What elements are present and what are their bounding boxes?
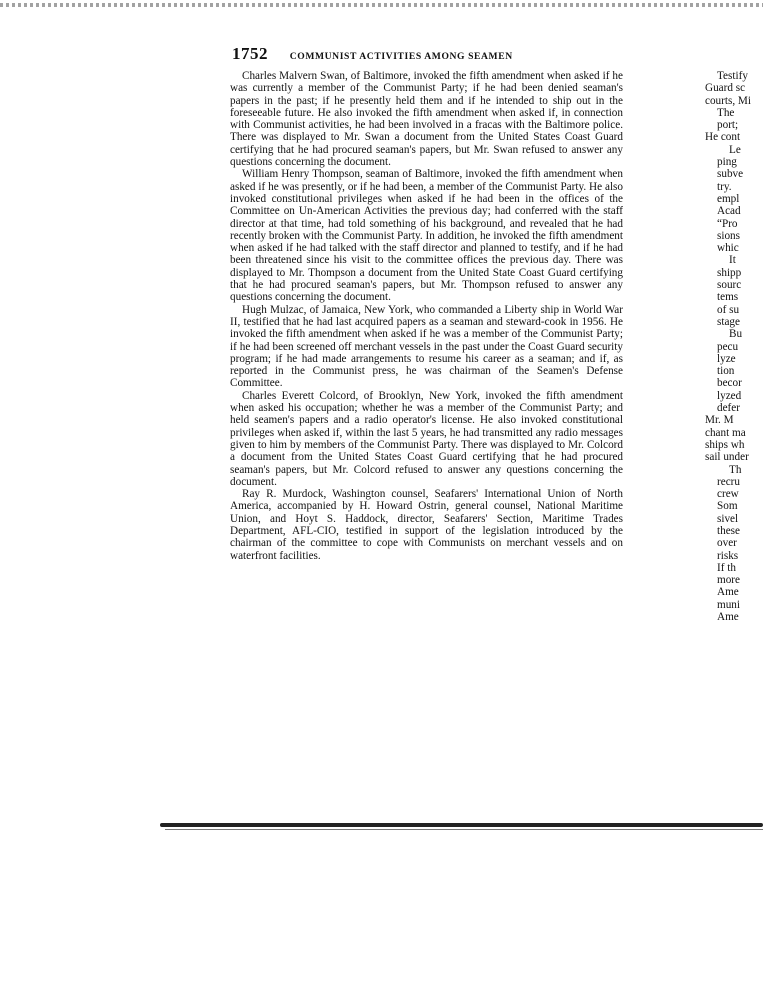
right-column-line: shipp [717,266,742,279]
right-column-line: risks [717,549,739,562]
right-column-line: becor [717,377,742,390]
right-column-line: Acad [717,205,741,218]
right-column-line: muni [717,598,740,611]
right-column-line: Th [729,463,742,476]
right-column-line: empl [717,192,740,205]
top-page-edge-rule [0,3,763,7]
page-header [232,44,513,64]
right-column-line: sourc [717,279,742,292]
right-column-line: subve [717,168,744,181]
right-column-line: courts, Mi [705,94,751,107]
bottom-page-edge-rule-thin [165,829,763,830]
paragraph-colcord: Charles Everett Colcord, of Brooklyn, New York, invoked the fifth amendment when asked his occupation; whether he was a member of the Communist Party; and held seamen's papers and a radio operator's license. He also invoked constitutional privileges when asked if, within the last 5 years, he had transmitted any radio messages given to him by members of the Communist Party. There was displayed to Mr. Colcord a document from the United States Coast Guard certifying that he had procured seaman's papers, but Mr. Colcord refused to answer any questions concerning the document. [230,389,623,488]
right-column-line: sivel [717,512,739,525]
right-column-line: over [717,537,737,550]
right-column-line: sions [717,229,741,242]
right-column-line: sail under [705,451,749,464]
right-column-line: Bu [729,328,743,341]
right-column-line: port; [717,119,739,132]
right-column-line: whic [717,242,739,255]
right-column-line: tion [717,365,735,378]
right-column-line: ping [717,156,737,169]
right-column-line: Mr. M [705,414,734,427]
right-column-line: stage [717,315,740,328]
right-column-line: lyze [717,352,736,365]
right-column-line: pecu [717,340,739,353]
right-column-line: try. [717,180,732,193]
right-column-line: Testify [717,70,748,82]
right-column-line: of su [717,303,740,316]
right-column-line: Ame [717,586,739,599]
right-column-line: Le [729,143,741,156]
running-title: COMMUNIST ACTIVITIES AMONG SEAMEN [289,51,513,62]
right-column-line: crew [717,488,739,501]
right-column-line: “Pro [717,217,738,230]
bottom-page-edge-rule [160,823,763,827]
right-column-line: lyzed [717,389,742,402]
right-column-line: tems [717,291,739,304]
paragraph-murdock: Ray R. Murdock, Washington counsel, Seafarers' International Union of North America, accompanied by H. Howard Ostrin, general counsel, National Maritime Union, and Hoyt S. Haddock, director, Seafarers' Section, Maritime Trades Department, AFL-CIO, testified in support of the legislation introduced by the chairman of the committee to cope with Communists on merchant vessels and on waterfront facilities. [230,488,623,562]
right-column-line: these [717,524,740,537]
paragraph-mulzac: Hugh Mulzac, of Jamaica, New York, who commanded a Liberty ship in World War II, testified that he had last acquired papers as a seaman and steward-cook in 1956. He invoked the fifth amendment when asked if he was a member of the Communist Party; if he had been screened off merchant vessels in the past under the Coast Guard security program; if he had made arrangements to resume his career as a seaman; and if, as reported in the Communist press, he was chairman of the Seamen's Defense Committee. [230,303,623,390]
right-column-line: Som [717,500,738,513]
paragraph-swan: Charles Malvern Swan, of Baltimore, invoked the fifth amendment when asked if he was currently a member of the Communist Party; if he had been denied seaman's papers in the past; if he presently held them and if he intended to ship out in the foreseeable future. He also invoked the fifth amendment when asked if, in connection with Communist activities, he had been involved in a fracas with the Baltimore police. There was displayed to Mr. Swan a document from the United States Coast Guard certifying that he had procured seaman's papers, but Mr. Swan refused to answer any questions concerning the document. [230,70,623,169]
right-column-line: If th [717,561,736,574]
right-column-line: more [717,574,740,587]
right-column-line: Ame [717,611,739,624]
paragraph-thompson: William Henry Thompson, seaman of Baltimore, invoked the fifth amendment when asked if he was presently, or if he had been, a member of the Communist Party. He also invoked constitutional privileges when asked if he had been in the offices of the Committee on Un-American Activities the previous day; had conferred with the staff director at that time, had told something of his background, and revealed that he had recently broken with the Communist Party. In addition, he invoked the fifth amendment when asked if he had talked with the staff director and planned to testify, and if he had been threatened since his visit to the committee offices the previous day. There was displayed to Mr. Thompson a document from the United State Coast Guard certifying that he had procured seaman's papers, but Mr. Thompson refused to answer any questions concerning the document. [230,168,623,304]
right-column-line: The [717,106,735,119]
right-column-line: ships wh [705,438,745,451]
adjacent-page-column-fragment [705,70,763,623]
right-column-line: Guard sc [705,82,746,95]
right-column-line: chant ma [705,426,746,439]
right-column-line: defer [717,402,740,415]
right-column-line: He cont [705,131,741,144]
main-text-column [230,70,623,562]
right-column-line: recru [717,475,740,488]
page-number: 1752 [232,44,268,63]
right-column-line: It [729,254,736,267]
